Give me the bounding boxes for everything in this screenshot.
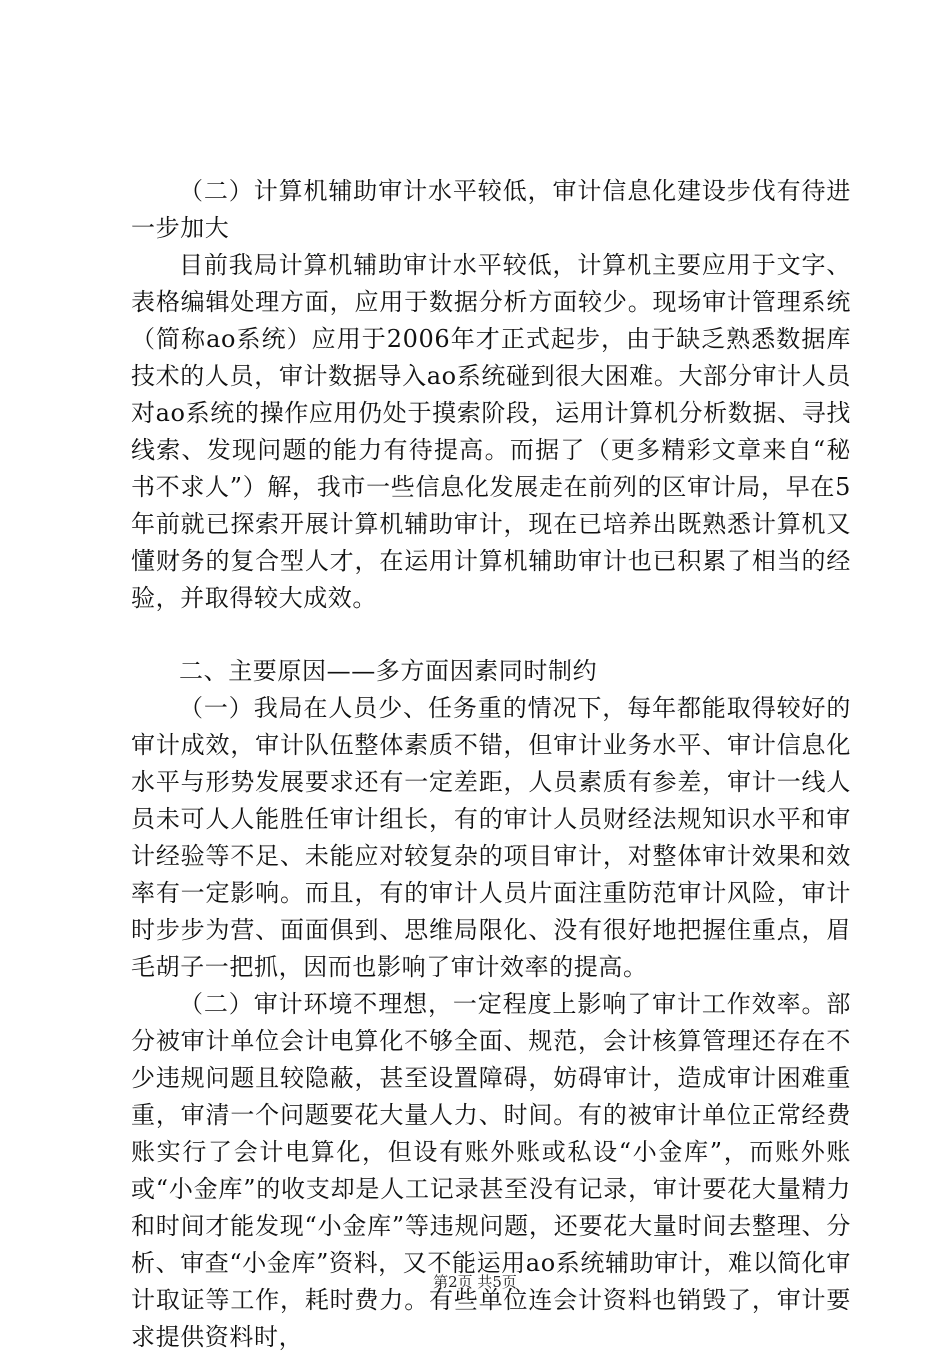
section-heading: 二、主要原因——多方面因素同时制约 (179, 657, 598, 685)
body-paragraph: （二）审计环境不理想，一定程度上影响了审计工作效率。部分被审计单位会计电算化不够全面、规范，会计核算管理还存在不少违规问题且较隐蔽，甚至设置障碍，妨碍审计，造成审计困难重重，审清一个问题要花大量人力、时间。有的被审计单位正常经费账实行了会计电算化，但设有账外账或私设“小金库”，而账外账或“小金库”的收支却是人工记录甚至没有记录，审计要花大量精力和时间才能发现“小金库”等违规问题，还要花大量时间去整理、分析、审查“小金库”资料，又不能运用ao系统辅助审计，难以简化审计取证等工作，耗时费力。有些单位连会计资料也销毁了，审计要求提供资料时， (131, 990, 851, 1351)
body-paragraph: 目前我局计算机辅助审计水平较低，计算机主要应用于文字、表格编辑处理方面，应用于数据分析方面较少。现场审计管理系统（简称ao系统）应用于2006年才正式起步，由于缺乏熟悉数据库技术的人员，审计数据导入ao系统碰到很大困难。大部分审计人员对ao系统的操作应用仍处于摸索阶段，运用计算机分析数据、寻找线索、发现问题的能力有待提高。而据了（更多精彩文章来自“秘书不求人”）解，我市一些信息化发展走在前列的区审计局，早在5年前就已探索开展计算机辅助审计，现在已培养出既熟悉计算机又懂财务的复合型人才，在运用计算机辅助审计也已积累了相当的经验，并取得较大成效。 (131, 251, 851, 612)
body-paragraph: （一）我局在人员少、任务重的情况下，每年都能取得较好的审计成效，审计队伍整体素质不错，但审计业务水平、审计信息化水平与形势发展要求还有一定差距，人员素质有参差，审计一线人员未可人人能胜任审计组长，有的审计人员财经法规知识水平和审计经验等不足、未能应对较复杂的项目审计，对整体审计效果和效率有一定影响。而且，有的审计人员片面注重防范审计风险，审计时步步为营、面面俱到、思维局限化、没有很好地把握住重点，眉毛胡子一把抓，因而也影响了审计效率的提高。 (131, 694, 851, 981)
page-footer: 第2页 共5页 (433, 1273, 517, 1291)
subheading-paragraph: （二）计算机辅助审计水平较低，审计信息化建设步伐有待进一步加大 (131, 177, 851, 242)
document-body (131, 173, 851, 1356)
